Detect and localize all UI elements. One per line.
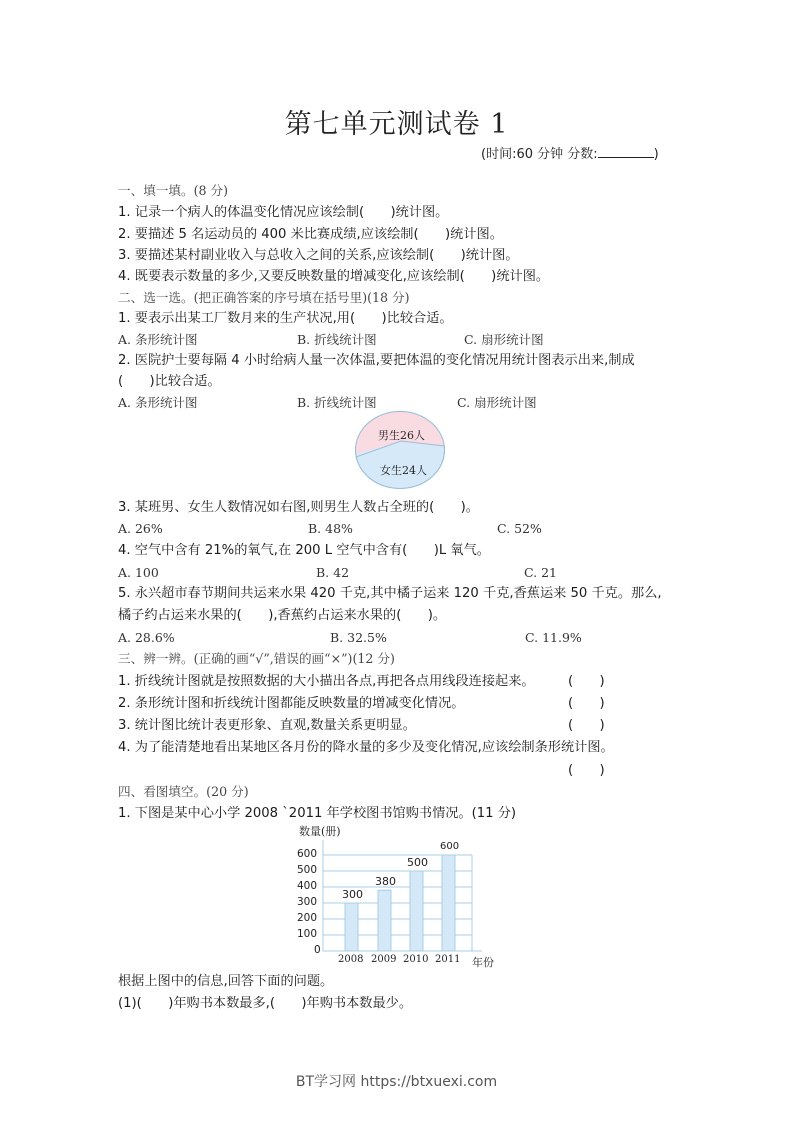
pie-label-girls: 女生24人 bbox=[380, 464, 427, 477]
section1-item-4: 4. 既要表示数量的多少,又要反映数量的增减变化,应该绘制( )统计图。 bbox=[118, 269, 550, 284]
section1-heading: 一、填一填。(8 分) bbox=[118, 183, 228, 198]
y-tick-500: 500 bbox=[297, 864, 318, 876]
section2-heading: 二、选一选。(把正确答案的序号填在括号里)(18 分) bbox=[118, 290, 410, 305]
section3-answer-4[interactable]: ( ) bbox=[568, 763, 605, 778]
q5-option-a[interactable]: A. 28.6% bbox=[118, 630, 175, 645]
section2-q5-line2: 橘子约占运来水果的( ),香蕉约占运来水果的( )。 bbox=[118, 608, 447, 623]
x-tick-2011: 2011 bbox=[435, 954, 461, 965]
gender-pie-chart bbox=[354, 410, 446, 490]
q1-option-b[interactable]: B. 折线统计图 bbox=[297, 332, 377, 347]
section2-q2-line1: 2. 医院护士要每隔 4 小时给病人量一次体温,要把体温的变化情况用统计图表示出来,制成 bbox=[118, 353, 635, 368]
x-axis-label: 年份 bbox=[472, 956, 494, 969]
q2-option-a[interactable]: A. 条形统计图 bbox=[118, 395, 198, 410]
q4-option-a[interactable]: A. 100 bbox=[118, 565, 159, 580]
section1-item-3: 3. 要描述某村副业收入与总收入之间的关系,应该绘制( )统计图。 bbox=[118, 248, 519, 263]
x-tick-2008: 2008 bbox=[338, 954, 364, 965]
section3-item-1: 1. 折线统计图就是按照数据的大小描出各点,再把各点用线段连接起来。 bbox=[118, 674, 535, 689]
q5-option-c[interactable]: C. 11.9% bbox=[525, 630, 582, 645]
q2-option-b[interactable]: B. 折线统计图 bbox=[297, 395, 377, 410]
page-title: 第七单元测试卷 1 bbox=[284, 109, 509, 140]
q3-option-b[interactable]: B. 48% bbox=[308, 521, 353, 536]
q5-option-b[interactable]: B. 32.5% bbox=[330, 630, 387, 645]
y-tick-400: 400 bbox=[297, 880, 318, 892]
y-tick-300: 300 bbox=[297, 896, 318, 908]
section3-item-4: 4. 为了能清楚地看出某地区各月份的降水量的多少及变化情况,应该绘制条形统计图。 bbox=[118, 740, 614, 755]
q1-option-a[interactable]: A. 条形统计图 bbox=[118, 332, 198, 347]
pie-svg bbox=[354, 410, 446, 490]
section3-heading: 三、辨一辨。(正确的画“√”,错误的画“×”)(12 分) bbox=[118, 651, 395, 666]
exam-meta bbox=[481, 143, 659, 162]
y-tick-0: 0 bbox=[314, 944, 321, 956]
section2-q5-line1: 5. 永兴超市春节期间共运来水果 420 千克,其中橘子运来 120 千克,香蕉运来 50 千克。那么, bbox=[118, 586, 662, 601]
score-blank[interactable] bbox=[598, 145, 654, 158]
meta-close: ) bbox=[653, 147, 659, 162]
section1-item-2: 2. 要描述 5 名运动员的 400 米比赛成绩,应该绘制( )统计图。 bbox=[118, 227, 503, 242]
section4-sub1: (1)( )年购书本数最多,( )年购书本数最少。 bbox=[118, 996, 413, 1011]
section3-answer-3[interactable]: ( ) bbox=[568, 718, 605, 733]
section3-answer-2[interactable]: ( ) bbox=[568, 696, 605, 711]
q3-option-a[interactable]: A. 26% bbox=[118, 521, 163, 536]
time-label: (时间:60 分钟 分数: bbox=[481, 147, 598, 162]
section2-q3: 3. 某班男、女生人数情况如右图,则男生人数占全班的( )。 bbox=[118, 500, 479, 515]
q1-option-c[interactable]: C. 扇形统计图 bbox=[464, 332, 544, 347]
q3-option-c[interactable]: C. 52% bbox=[497, 521, 542, 536]
y-tick-200: 200 bbox=[297, 912, 318, 924]
q2-option-c[interactable]: C. 扇形统计图 bbox=[457, 395, 537, 410]
q4-option-c[interactable]: C. 21 bbox=[524, 565, 557, 580]
bar-label-2009: 380 bbox=[375, 875, 396, 888]
section4-heading: 四、看图填空。(20 分) bbox=[118, 784, 249, 799]
pie-label-boys: 男生26人 bbox=[378, 429, 425, 442]
book-purchase-bar-chart bbox=[290, 820, 510, 970]
section2-q1: 1. 要表示出某工厂数月来的生产状况,用( )比较合适。 bbox=[118, 311, 453, 326]
bar-chart-svg bbox=[290, 820, 510, 970]
section2-q2-line2: ( )比较合适。 bbox=[118, 374, 221, 389]
q4-option-b[interactable]: B. 42 bbox=[316, 565, 350, 580]
y-tick-600: 600 bbox=[297, 848, 318, 860]
section4-intro: 根据上图中的信息,回答下面的问题。 bbox=[118, 974, 334, 989]
y-tick-100: 100 bbox=[297, 928, 318, 940]
section3-item-2: 2. 条形统计图和折线统计图都能反映数量的增减变化情况。 bbox=[118, 696, 465, 711]
section1-item-1: 1. 记录一个病人的体温变化情况应该绘制( )统计图。 bbox=[118, 205, 449, 220]
section3-item-3: 3. 统计图比统计表更形象、直观,数量关系更明显。 bbox=[118, 718, 416, 733]
bar-label-2010: 500 bbox=[407, 856, 428, 869]
section3-answer-1[interactable]: ( ) bbox=[568, 674, 605, 689]
watermark: BT学习网 https://btxuexi.com bbox=[295, 1074, 498, 1090]
x-tick-2009: 2009 bbox=[371, 954, 397, 965]
bar-label-2011: 600 bbox=[440, 841, 460, 852]
section2-q4: 4. 空气中含有 21%的氧气,在 200 L 空气中含有( )L 氧气。 bbox=[118, 543, 490, 558]
section4-q1: 1. 下图是某中心小学 2008 ˋ2011 年学校图书馆购书情况。(11 分) bbox=[118, 806, 517, 821]
y-axis-label: 数量(册) bbox=[299, 825, 341, 838]
bar-label-2008: 300 bbox=[342, 888, 363, 901]
x-tick-2010: 2010 bbox=[403, 954, 429, 965]
